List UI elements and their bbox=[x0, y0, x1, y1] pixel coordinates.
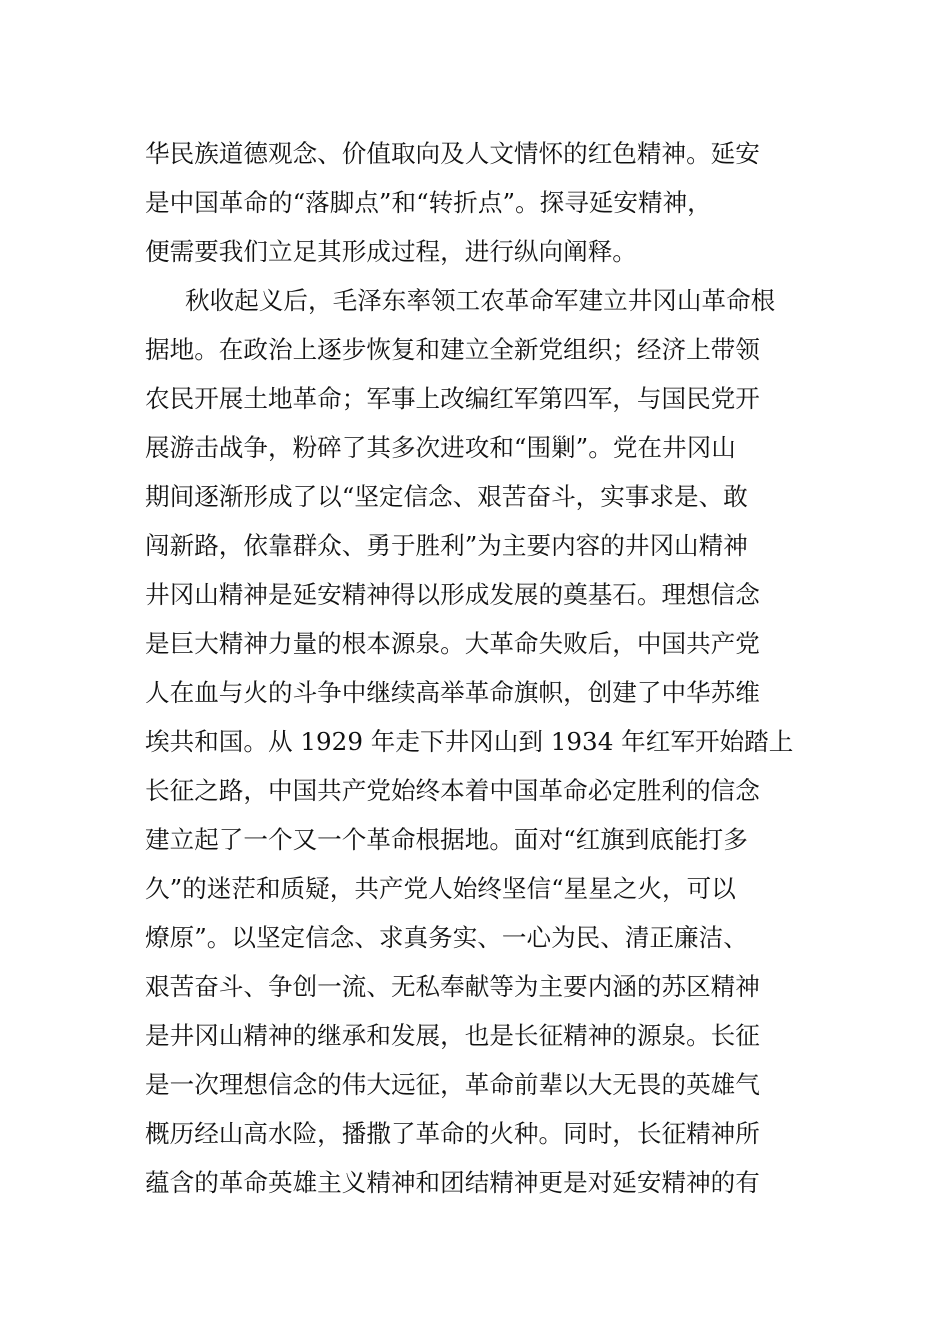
text-line: 人在血与火的斗争中继续高举革命旗帜，创建了中华苏维 bbox=[145, 678, 760, 707]
text-line: 展游击战争，粉碎了其多次进攻和“围剿”。党在井冈山 bbox=[145, 433, 736, 462]
text-line: 是井冈山精神的继承和发展，也是长征精神的源泉。长征 bbox=[145, 1021, 760, 1050]
text-line: 井冈山精神是延安精神得以形成发展的奠基石。理想信念 bbox=[145, 580, 760, 609]
text-line: 是一次理想信念的伟大远征，革命前辈以大无畏的英雄气 bbox=[145, 1070, 760, 1099]
text-line: 便需要我们立足其形成过程，进行纵向阐释。 bbox=[145, 237, 637, 266]
text-line: 蕴含的革命英雄主义精神和团结精神更是对延安精神的有 bbox=[145, 1168, 760, 1197]
text-line: 据地。在政治上逐步恢复和建立全新党组织；经济上带领 bbox=[145, 335, 760, 364]
text-line: 闯新路，依靠群众、勇于胜利”为主要内容的井冈山精神 bbox=[145, 531, 748, 560]
text-line: 农民开展土地革命；军事上改编红军第四军，与国民党开 bbox=[145, 384, 760, 413]
text-line: 期间逐渐形成了以“坚定信念、艰苦奋斗，实事求是、敢 bbox=[145, 482, 748, 511]
text-line: 埃共和国。从 1929 年走下井冈山到 1934 年红军开始踏上 bbox=[145, 727, 794, 756]
text-line: 是中国革命的“落脚点”和“转折点”。探寻延安精神， bbox=[145, 188, 712, 217]
text-line: 建立起了一个又一个革命根据地。面对“红旗到底能打多 bbox=[145, 825, 748, 854]
text-line: 长征之路，中国共产党始终本着中国革命必定胜利的信念 bbox=[145, 776, 760, 805]
text-line: 燎原”。以坚定信念、求真务实、一心为民、清正廉洁、 bbox=[145, 923, 748, 952]
text-line: 概历经山高水险，播撒了革命的火种。同时，长征精神所 bbox=[145, 1119, 760, 1148]
text-line: 久”的迷茫和质疑，共产党人始终坚信“星星之火，可以 bbox=[145, 874, 736, 903]
text-line: 是巨大精神力量的根本源泉。大革命失败后，中国共产党 bbox=[145, 629, 760, 658]
text-line: 艰苦奋斗、争创一流、无私奉献等为主要内涵的苏区精神 bbox=[145, 972, 760, 1001]
paragraph-first-line: 秋收起义后，毛泽东率领工农革命军建立井冈山革命根 bbox=[185, 286, 776, 315]
text-line: 华民族道德观念、价值取向及人文情怀的红色精神。延安 bbox=[145, 139, 760, 168]
